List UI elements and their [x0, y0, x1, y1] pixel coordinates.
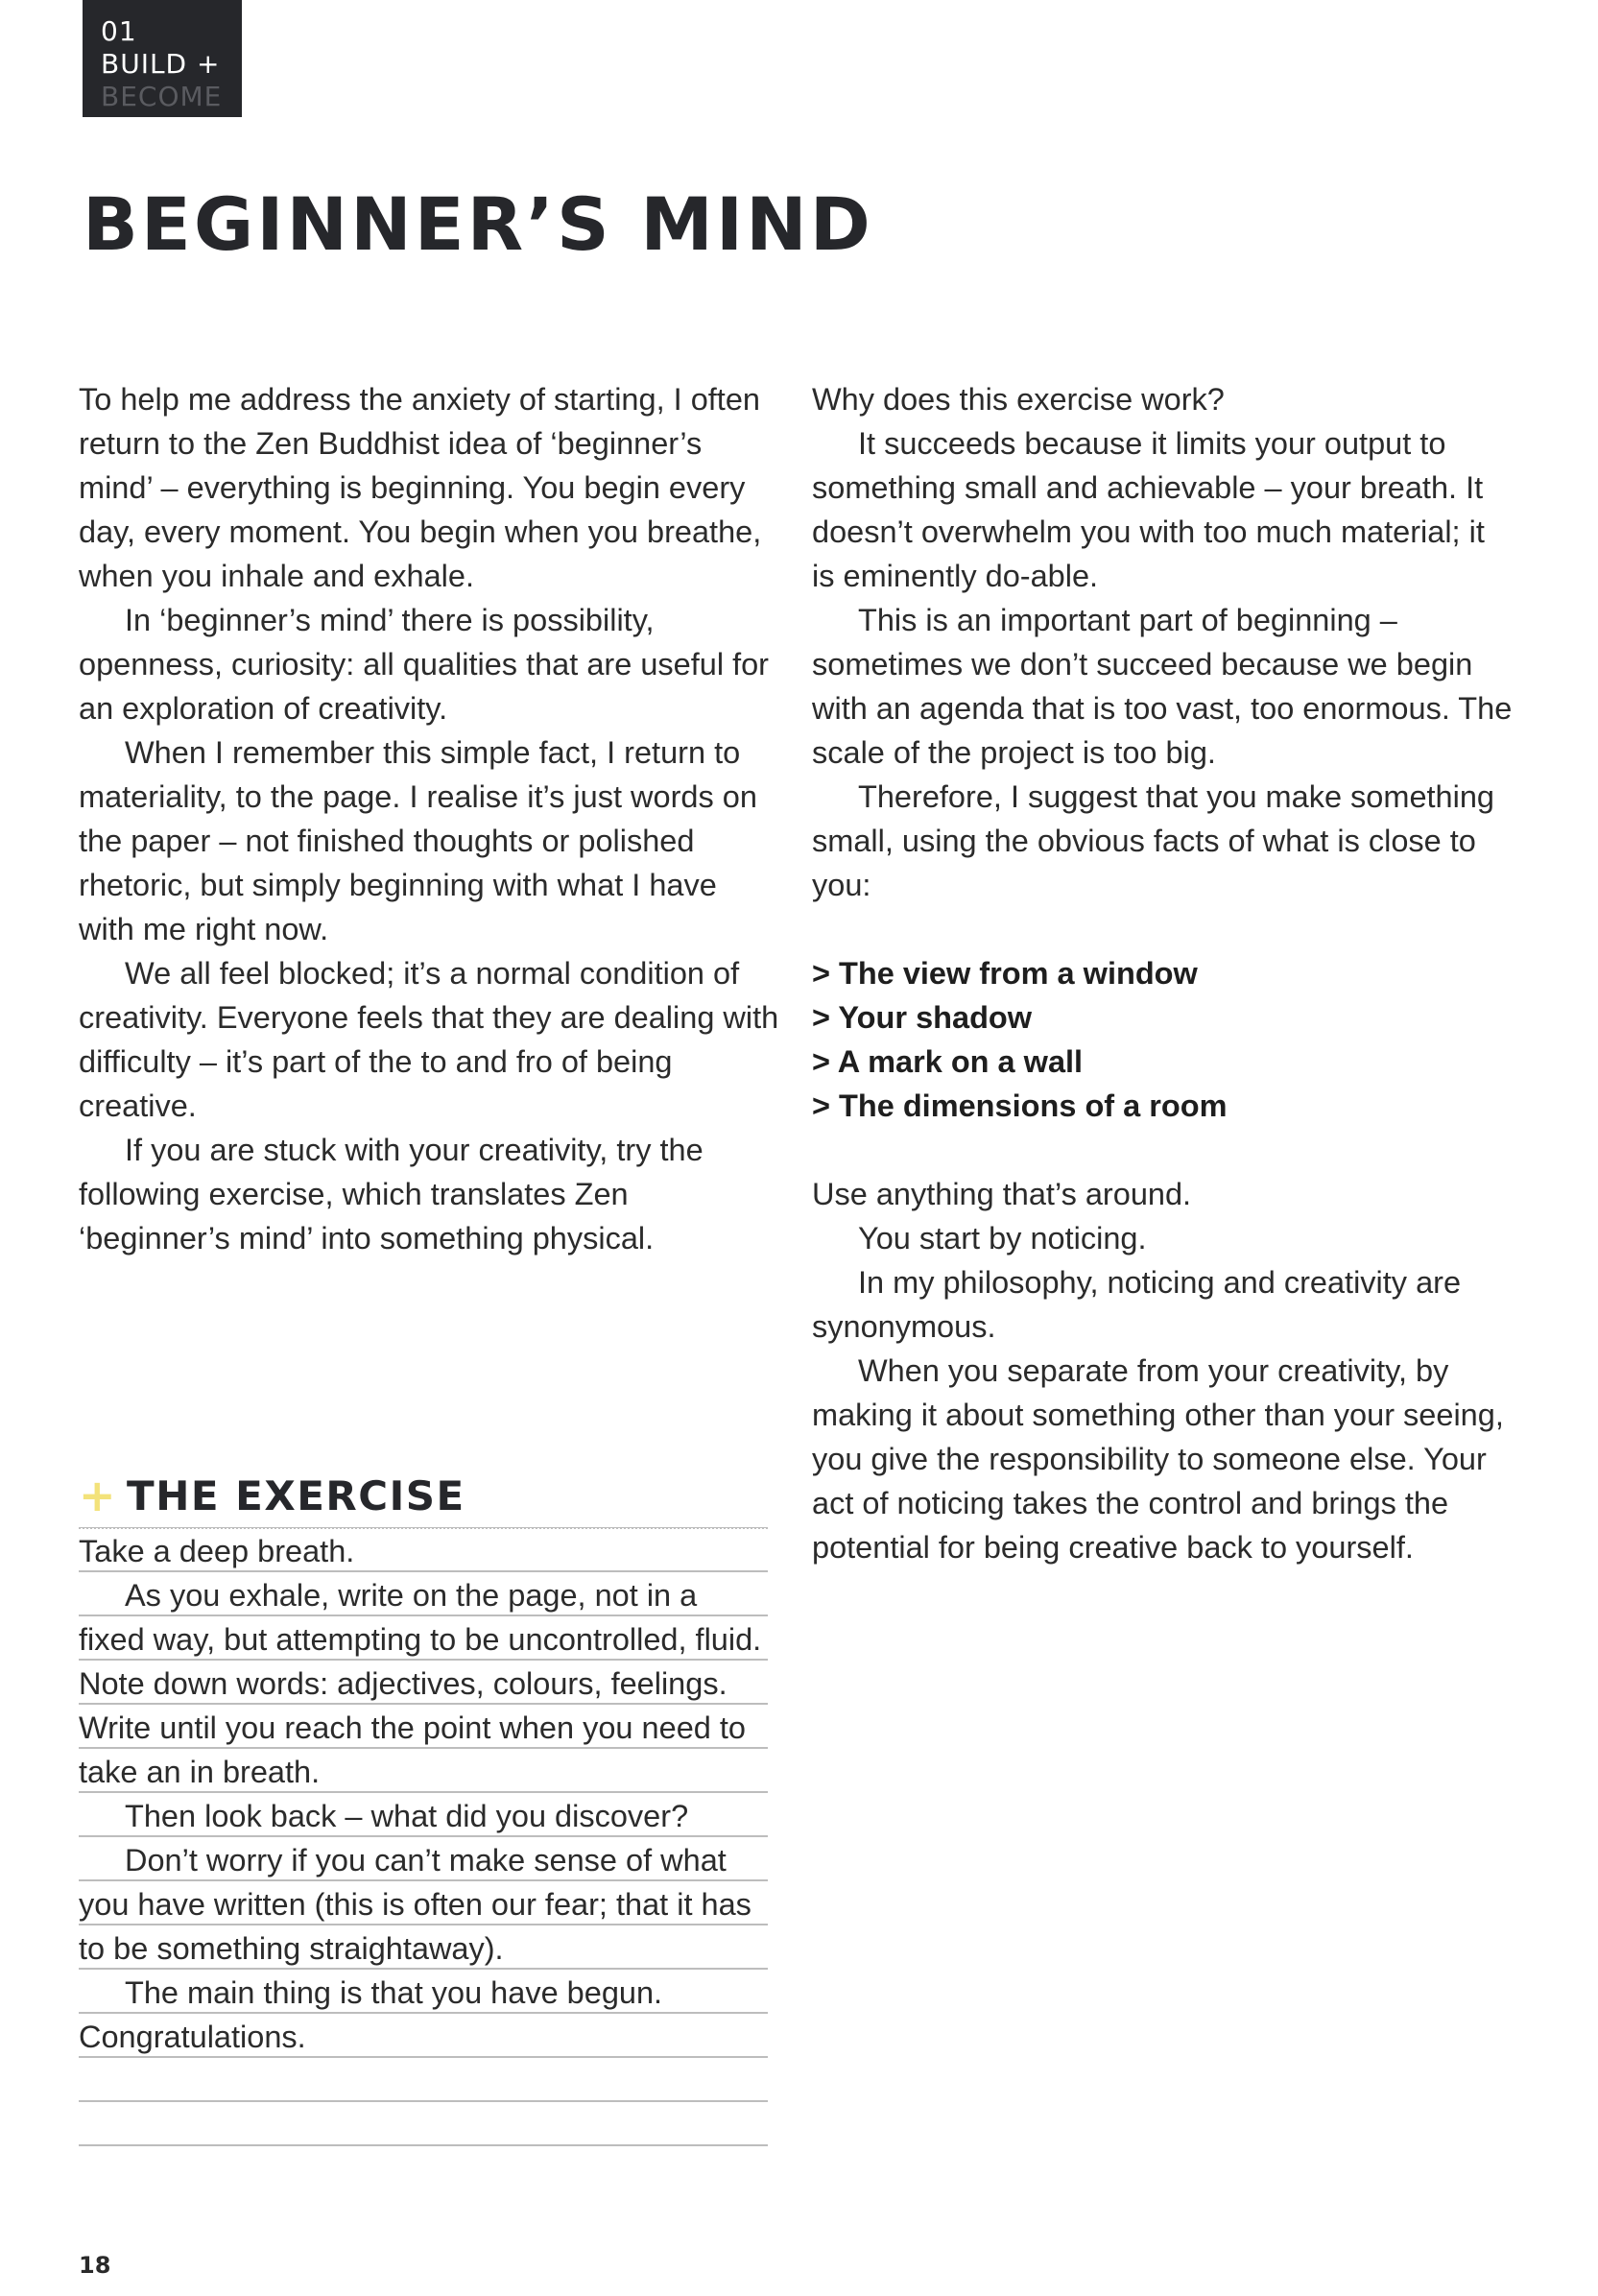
blank-writing-line	[79, 2059, 768, 2103]
exercise-heading	[79, 1464, 768, 1527]
exercise-paragraph: Take a deep breath.	[79, 1534, 355, 1568]
plus-icon: +	[79, 1470, 118, 1521]
paragraph: Why does this exercise work?	[812, 382, 1225, 417]
section-label-faded: BECOME	[101, 81, 223, 112]
exercise-paragraph: Congratulations.	[79, 2020, 306, 2054]
right-column	[812, 377, 1513, 1569]
exercise-paragraph: Then look back – what did you discover?	[125, 1799, 689, 1833]
paragraph: We all feel blocked; it’s a normal condition of creativity. Everyone feels that they are dealing with difficulty – it’s part of the to and fro of being creative.	[79, 956, 779, 1123]
paragraph: It succeeds because it limits your output to something small and achievable – your breath. It doesn’t overwhelm you with too much material; it is eminently do-able.	[812, 426, 1485, 593]
section-number: 01	[101, 15, 137, 47]
blank-writing-line	[79, 2103, 768, 2147]
list-item: > Your shadow	[812, 1000, 1033, 1035]
list-item: > The dimensions of a room	[812, 1088, 1228, 1123]
page-title: BEGINNER’S MIND	[83, 181, 873, 267]
paragraph: To help me address the anxiety of starting, I often return to the Zen Buddhist idea of ‘beginner’s mind’ – everything is beginning. You begin every day, every moment. You begin when you breathe, when you inhale and exhale.	[79, 382, 762, 593]
exercise-heading-text: THE EXERCISE	[127, 1471, 465, 1519]
paragraph: Therefore, I suggest that you make something small, using the obvious facts of what is close to you:	[812, 779, 1494, 902]
paragraph: If you are stuck with your creativity, try the following exercise, which translates Zen ‘beginner’s mind’ into something physical.	[79, 1133, 704, 1256]
exercise-paragraph: The main thing is that you have begun.	[125, 1975, 663, 2010]
paragraph: You start by noticing.	[858, 1221, 1147, 1256]
exercise-box	[79, 1464, 768, 2147]
paragraph: When I remember this simple fact, I return to materiality, to the page. I realise it’s just words on the paper – not finished thoughts or polished rhetoric, but simply beginning with what I have with me right now.	[79, 735, 757, 946]
exercise-paragraph: Don’t worry if you can’t make sense of what you have written (this is often our fear; that it has to be something straightaway).	[79, 1843, 751, 1966]
exercise-paragraph: As you exhale, write on the page, not in a fixed way, but attempting to be uncontrolled, fluid. Note down words: adjectives, colours, feelings. Write until you reach the point when you need to take an in breath.	[79, 1578, 762, 1789]
paragraph: When you separate from your creativity, by making it about something other than your seeing, you give the responsibility to someone else. Your act of noticing takes the control and brings the potential for being creative back to yourself.	[812, 1353, 1504, 1565]
paragraph: In my philosophy, noticing and creativity are synonymous.	[812, 1265, 1462, 1344]
suggestion-list	[812, 951, 1513, 1128]
paragraph: Use anything that’s around.	[812, 1177, 1192, 1211]
section-label: BUILD +	[101, 48, 221, 80]
paragraph: In ‘beginner’s mind’ there is possibility, openness, curiosity: all qualities that are useful for an exploration of creativity.	[79, 603, 769, 726]
list-item: > The view from a window	[812, 956, 1198, 991]
paragraph: This is an important part of beginning – sometimes we don’t succeed because we begin with an agenda that is too vast, too enormous. The scale of the project is too big.	[812, 603, 1513, 770]
list-item: > A mark on a wall	[812, 1044, 1084, 1079]
exercise-body	[79, 1527, 768, 2147]
page-number: 18	[79, 2252, 111, 2279]
section-tab	[83, 0, 242, 117]
left-column	[79, 377, 779, 1260]
